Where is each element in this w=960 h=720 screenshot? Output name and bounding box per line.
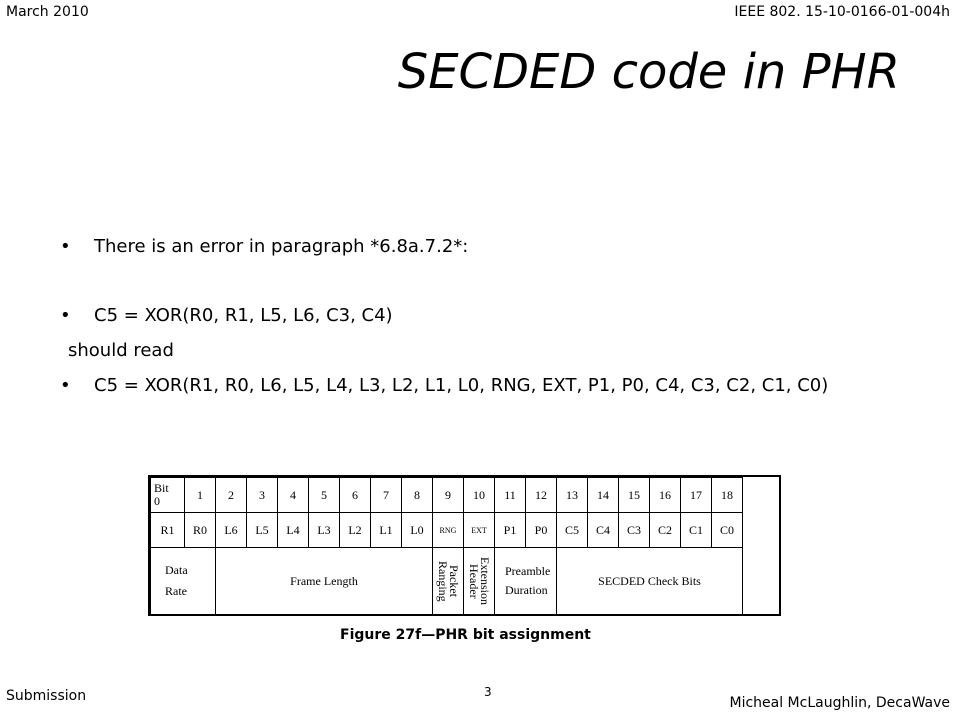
bullet-text: There is an error in paragraph *6.8a.7.2*: <box>94 236 469 257</box>
name-cell: R1 <box>151 513 185 548</box>
name-cell: L6 <box>216 513 247 548</box>
plain-text-line: should read <box>68 340 174 361</box>
header-document-id: IEEE 802. 15-10-0166-01-004h <box>734 4 950 20</box>
name-cell: L2 <box>340 513 371 548</box>
bit-cell: 10 <box>464 478 495 513</box>
figure-caption: Figure 27f—PHR bit assignment <box>340 627 591 643</box>
name-cell: L4 <box>278 513 309 548</box>
footer-submission: Submission <box>6 688 87 704</box>
bullet-item <box>60 305 393 326</box>
bit-cell: 8 <box>402 478 433 513</box>
bit-cell: 3 <box>247 478 278 513</box>
data-rate-label-line: Data <box>165 563 188 577</box>
bullet-icon: • <box>60 236 71 257</box>
name-cell: L5 <box>247 513 278 548</box>
bit-cell: 15 <box>619 478 650 513</box>
name-cell: EXT <box>464 513 495 548</box>
bit-cell: 17 <box>681 478 712 513</box>
bullet-item <box>60 236 468 257</box>
header-ext-label-line: Header <box>467 563 481 599</box>
footer-author: Micheal McLaughlin, DecaWave <box>729 695 950 711</box>
bit-cell: 1 <box>185 478 216 513</box>
bit-cell: Bit 0 <box>151 478 185 513</box>
header-date: March 2010 <box>6 4 89 20</box>
data-rate-label-line: Rate <box>165 584 187 598</box>
ranging-packet-group <box>433 548 464 615</box>
frame-length-group: Frame Length <box>216 548 433 615</box>
bullet-icon: • <box>60 305 71 326</box>
phr-bit-table <box>150 477 743 615</box>
secded-check-bits-group: SECDED Check Bits <box>557 548 743 615</box>
name-cell: C4 <box>588 513 619 548</box>
name-cell: C2 <box>650 513 681 548</box>
preamble-label-line: Preamble <box>505 564 551 578</box>
name-cell: C0 <box>712 513 743 548</box>
name-cell: L0 <box>402 513 433 548</box>
bit-cell: 13 <box>557 478 588 513</box>
preamble-label-line: Duration <box>505 583 548 597</box>
bullet-text: C5 = XOR(R1, R0, L6, L5, L4, L3, L2, L1, L0, RNG, EXT, P1, P0, C4, C3, C2, C1, C0) <box>94 375 829 396</box>
name-cell: C3 <box>619 513 650 548</box>
bit-cell: 9 <box>433 478 464 513</box>
name-cell: R0 <box>185 513 216 548</box>
bit-name-row <box>151 513 743 548</box>
bit-cell: 4 <box>278 478 309 513</box>
slide-title <box>0 44 960 100</box>
name-cell: L3 <box>309 513 340 548</box>
bit-cell: 14 <box>588 478 619 513</box>
bullet-text: C5 = XOR(R0, R1, L5, L6, C3, C4) <box>94 305 393 326</box>
header-ext-label-line: Extension <box>478 557 492 605</box>
data-rate-group <box>151 548 216 615</box>
footer-page-number: 3 <box>484 685 492 699</box>
bit-cell: 6 <box>340 478 371 513</box>
name-cell: P1 <box>495 513 526 548</box>
bullet-icon: • <box>60 375 71 396</box>
name-cell: P0 <box>526 513 557 548</box>
ranging-label-line: Ranging <box>436 560 450 602</box>
name-cell: RNG <box>433 513 464 548</box>
bit-cell: 12 <box>526 478 557 513</box>
bullet-item <box>60 375 828 396</box>
preamble-duration-group <box>495 548 557 615</box>
bit-cell: 2 <box>216 478 247 513</box>
name-cell: L1 <box>371 513 402 548</box>
bit-cell: 5 <box>309 478 340 513</box>
ranging-label-line: Packet <box>447 564 461 597</box>
name-cell: C1 <box>681 513 712 548</box>
field-group-row <box>151 548 743 615</box>
bit-cell: 7 <box>371 478 402 513</box>
bit-cell: 11 <box>495 478 526 513</box>
bit-cell: 16 <box>650 478 681 513</box>
name-cell: C5 <box>557 513 588 548</box>
bit-number-row <box>151 478 743 513</box>
slide-title-text: SECDED code in PHR <box>397 44 900 100</box>
header-extension-group <box>464 548 495 615</box>
bit-cell: 18 <box>712 478 743 513</box>
